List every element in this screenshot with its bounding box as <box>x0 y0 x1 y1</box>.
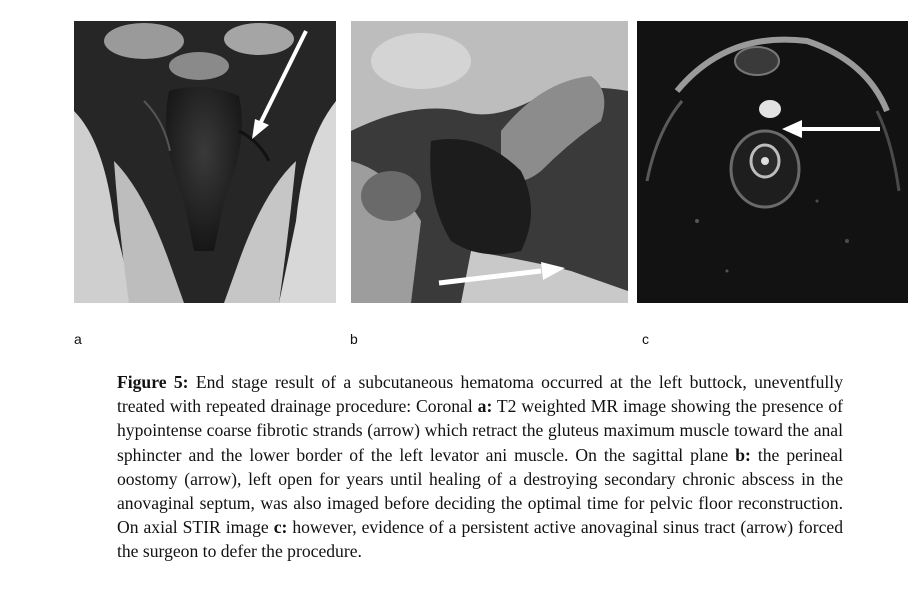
mri-panel-a-coronal <box>74 21 336 303</box>
panel-label-a: a <box>74 331 82 347</box>
caption-text-1: End stage result of a subcutaneous hematoma occurred at the left buttock, uneventfully treated with repeated drainage procedure: Coronal <box>117 372 843 417</box>
caption-ref-c: c: <box>273 517 288 538</box>
caption-ref-a: a: <box>477 396 493 417</box>
mri-panel-b-sagittal <box>351 21 628 303</box>
mri-image-b <box>351 21 628 303</box>
caption-ref-b: b: <box>735 444 751 465</box>
panel-label-b: b <box>350 331 358 347</box>
caption-text-3: the perineal oostomy (arrow), left open for years until healing of a destroying secondary chronic abscess in the anovaginal septum, was also imaged before deciding the optimal time for pelvic floor reconstruction. On axial STIR image <box>117 444 843 538</box>
figure-label: Figure 5: <box>117 372 189 392</box>
figure-caption <box>117 370 843 564</box>
caption-text-2: T2 weighted MR image showing the presence of hypointense coarse fibrotic strands (arrow) which retract the gluteus maximum muscle toward the anal sphincter and the lower border of the left levator ani muscle. On the sagittal plane <box>117 396 843 465</box>
mri-panel-c-axial-stir <box>637 21 908 303</box>
caption-text-4: however, evidence of a persistent active anovaginal sinus tract (arrow) forced the surgeon to defer the procedure. <box>117 517 843 562</box>
mri-image-c <box>637 21 908 303</box>
mri-image-a <box>74 21 336 303</box>
panel-label-c: c <box>642 331 649 347</box>
